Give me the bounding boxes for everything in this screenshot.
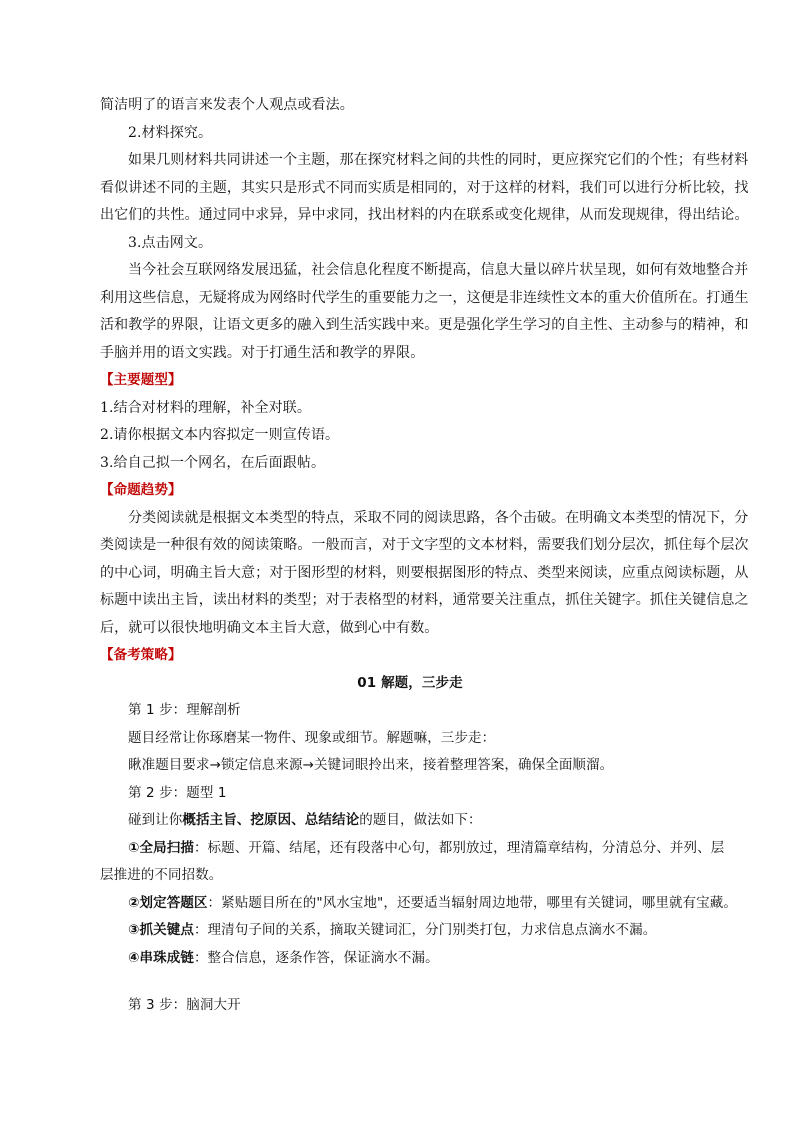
- step2-item: [100, 945, 720, 973]
- trend-line: 分类阅读就是根据文本类型的特点，采取不同的阅读思路，各个击破。在明确文本类型的情况下，分: [128, 509, 749, 526]
- step2-title: 第 2 步：题型 1: [128, 784, 227, 801]
- step1-line: 题目经常让你琢磨某一物件、现象或细节。解题嘛，三步走：: [128, 729, 496, 746]
- step2-item-text: ：理清句子间的关系，摘取关键词汇，分门别类打包，力求信息点滴水不漏。: [193, 922, 657, 938]
- paragraph-line: 活和教学的界限，让语文更多的融入到生活实践中来。更是强化学生学习的自主性、主动参与的精神，和: [100, 317, 749, 333]
- step2-item-text: ：紧贴题目所在的"风水宝地"，还要适当辐射周边地带，哪里有关键词，哪里就有宝藏。: [207, 894, 737, 911]
- heading-strategy: 【备考策略】: [100, 647, 182, 663]
- step2-item-label: ②划定答题区: [128, 894, 208, 911]
- step2-intro: [100, 807, 720, 835]
- step2-intro-bold: 概括主旨、挖原因、总结结论: [182, 812, 360, 828]
- trend-line: 标题中读出主旨，读出材料的类型；对于表格型的材料，通常要关注重点，抓住关键字。抓住关键信息之: [100, 592, 749, 608]
- type-item: 2.请你根据文本内容拟定一则宣传语。: [100, 427, 340, 443]
- type-item: 1.结合对材料的理解，补全对联。: [100, 399, 311, 416]
- heading-main-types: 【主要题型】: [100, 372, 182, 388]
- step1-title: 第 1 步：理解剖析: [128, 702, 241, 718]
- paragraph-line: 当今社会互联网络发展迅猛，社会信息化程度不断提高，信息大量以碎片状呈现，如何有效地整合并: [128, 262, 749, 278]
- step2-item-label: ③抓关键点: [128, 922, 194, 938]
- step2-item: [100, 890, 737, 918]
- section-title: 01 解题，三步走: [357, 674, 463, 691]
- step2-item-label: ④串珠成链: [128, 949, 194, 966]
- step2-item-text: ：标题、开篇、结尾，还有段落中心句，都别放过，理清篇章结构，分清总分、并列、层: [193, 839, 725, 856]
- heading-trend: 【命题趋势】: [100, 482, 182, 498]
- spacer: [100, 972, 720, 992]
- trend-line: 的中心词，明确主旨大意；对于图形型的材料，则要根据图形的特点、类型来阅读，应重点阅读标题，从: [100, 564, 749, 581]
- step3-title: 第 3 步：脑洞大开: [128, 997, 241, 1013]
- step2-intro-post: 的题目，做法如下：: [359, 812, 482, 828]
- subheading-click-web: 3.点击网文。: [128, 234, 213, 251]
- paragraph-line: 简洁明了的语言来发表个人观点或看法。: [100, 97, 354, 113]
- step2-item: [100, 917, 720, 945]
- step2-item: [100, 835, 725, 863]
- paragraph-line: 出它们的共性。通过同中求异，异中求同，找出材料的内在联系或变化规律，从而发现规律，得出结论。: [100, 207, 749, 223]
- step2-intro-pre: 碰到让你: [128, 812, 183, 828]
- trend-line: 后，就可以很快地明确文本主旨大意，做到心中有数。: [100, 619, 439, 636]
- step2-item-label: ①全局扫描: [128, 839, 194, 856]
- paragraph-line: 看似讲述不同的主题，其实只是形式不同而实质是相同的，对于这样的材料，我们可以进行分析比较，找: [100, 179, 749, 196]
- document-body: [100, 92, 749, 1020]
- subheading-material-inquiry: 2.材料探究。: [128, 124, 213, 141]
- step2-item-text: ：整合信息，逐条作答，保证滴水不漏。: [193, 949, 439, 966]
- step1-line: 瞅准题目要求→锁定信息来源→关键词眼拎出来，接着整理答案，确保全面顺溜。: [128, 757, 614, 773]
- paragraph-line: 如果几则材料共同讲述一个主题，那在探究材料之间的共性的同时，更应探究它们的个性；有些材料: [128, 152, 749, 168]
- type-item: 3.给自己拟一个网名，在后面跟帖。: [100, 454, 326, 471]
- paragraph-line: 手脑并用的语文实践。对于打通生活和教学的界限。: [100, 344, 425, 361]
- trend-line: 类阅读是一种很有效的阅读策略。一般而言，对于文字型的文本材料，需要我们划分层次，抓住每个层次: [100, 537, 749, 553]
- step2-item-continuation: 层推进的不同招数。: [100, 867, 223, 883]
- paragraph-line: 利用这些信息，无疑将成为网络时代学生的重要能力之一，这便是非连续性文本的重大价值所在。打通生: [100, 289, 749, 306]
